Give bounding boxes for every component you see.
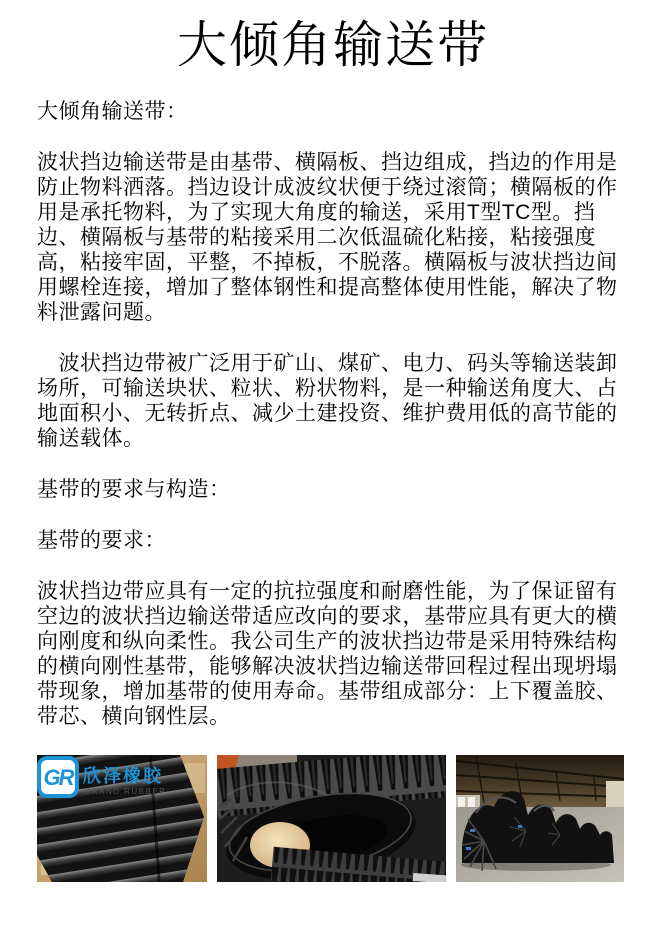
far-wall — [606, 781, 624, 811]
paragraph-belt-overview: 波状挡边输送带是由基带、横隔板、挡边组成，挡边的作用是防止物料洒落。挡边设计成波纹状便于绕过滚筒；横隔板的作用是承托物料，为了实现大角度的输送，采用T型TC型。挡边、横隔板与基带的粘接采用二次低温硫化粘接，粘接强度高，粘接牢固，平整，不掉板，不脱落。横隔板与波状挡边间用螺栓连接，增加了整体钢性和提高整体使用性能，解决了物料泄露问题。 — [37, 151, 618, 324]
section-label-base-belt-structure: 基带的要求与构造： — [37, 478, 231, 501]
photo-sidewall-belt-roll — [217, 755, 446, 882]
photo-factory-belt-row — [456, 755, 624, 882]
page-title: 大倾角输送带 — [177, 17, 489, 73]
brand-logo-en: GRAND RUBBER — [84, 787, 167, 796]
brand-logo-cn: 欣泽橡胶 — [83, 766, 163, 786]
paragraph-base-belt-details: 波状挡边带应具有一定的抗拉强度和耐磨性能，为了保证留有空边的波状挡边输送带适应改向的要求，基带应具有更大的横向刚度和纵向柔性。我公司生产的波状挡边带是采用特殊结构的横向刚性基带，能够解决波状挡边输送带回程过程出现坍塌带现象，增加基带的使用寿命。基带组成部分：上下覆盖胶、带芯、横向钢性层。 — [37, 580, 618, 728]
article-body — [0, 99, 666, 729]
photo-sidewall-belt-closeup — [37, 755, 207, 882]
intro-label: 大倾角输送带： — [37, 100, 188, 123]
product-photo-gallery — [0, 755, 666, 882]
brand-monogram: GR — [43, 765, 73, 790]
section-label-base-belt-requirements: 基带的要求： — [37, 529, 166, 552]
paragraph-belt-applications: 波状挡边带被广泛用于矿山、煤矿、电力、码头等输送装卸场所，可输送块状、粒状、粉状物料，是一种输送角度大、占地面积小、无转折点、减少土建投资、维护费用低的高节能的输送载体。 — [37, 352, 618, 450]
